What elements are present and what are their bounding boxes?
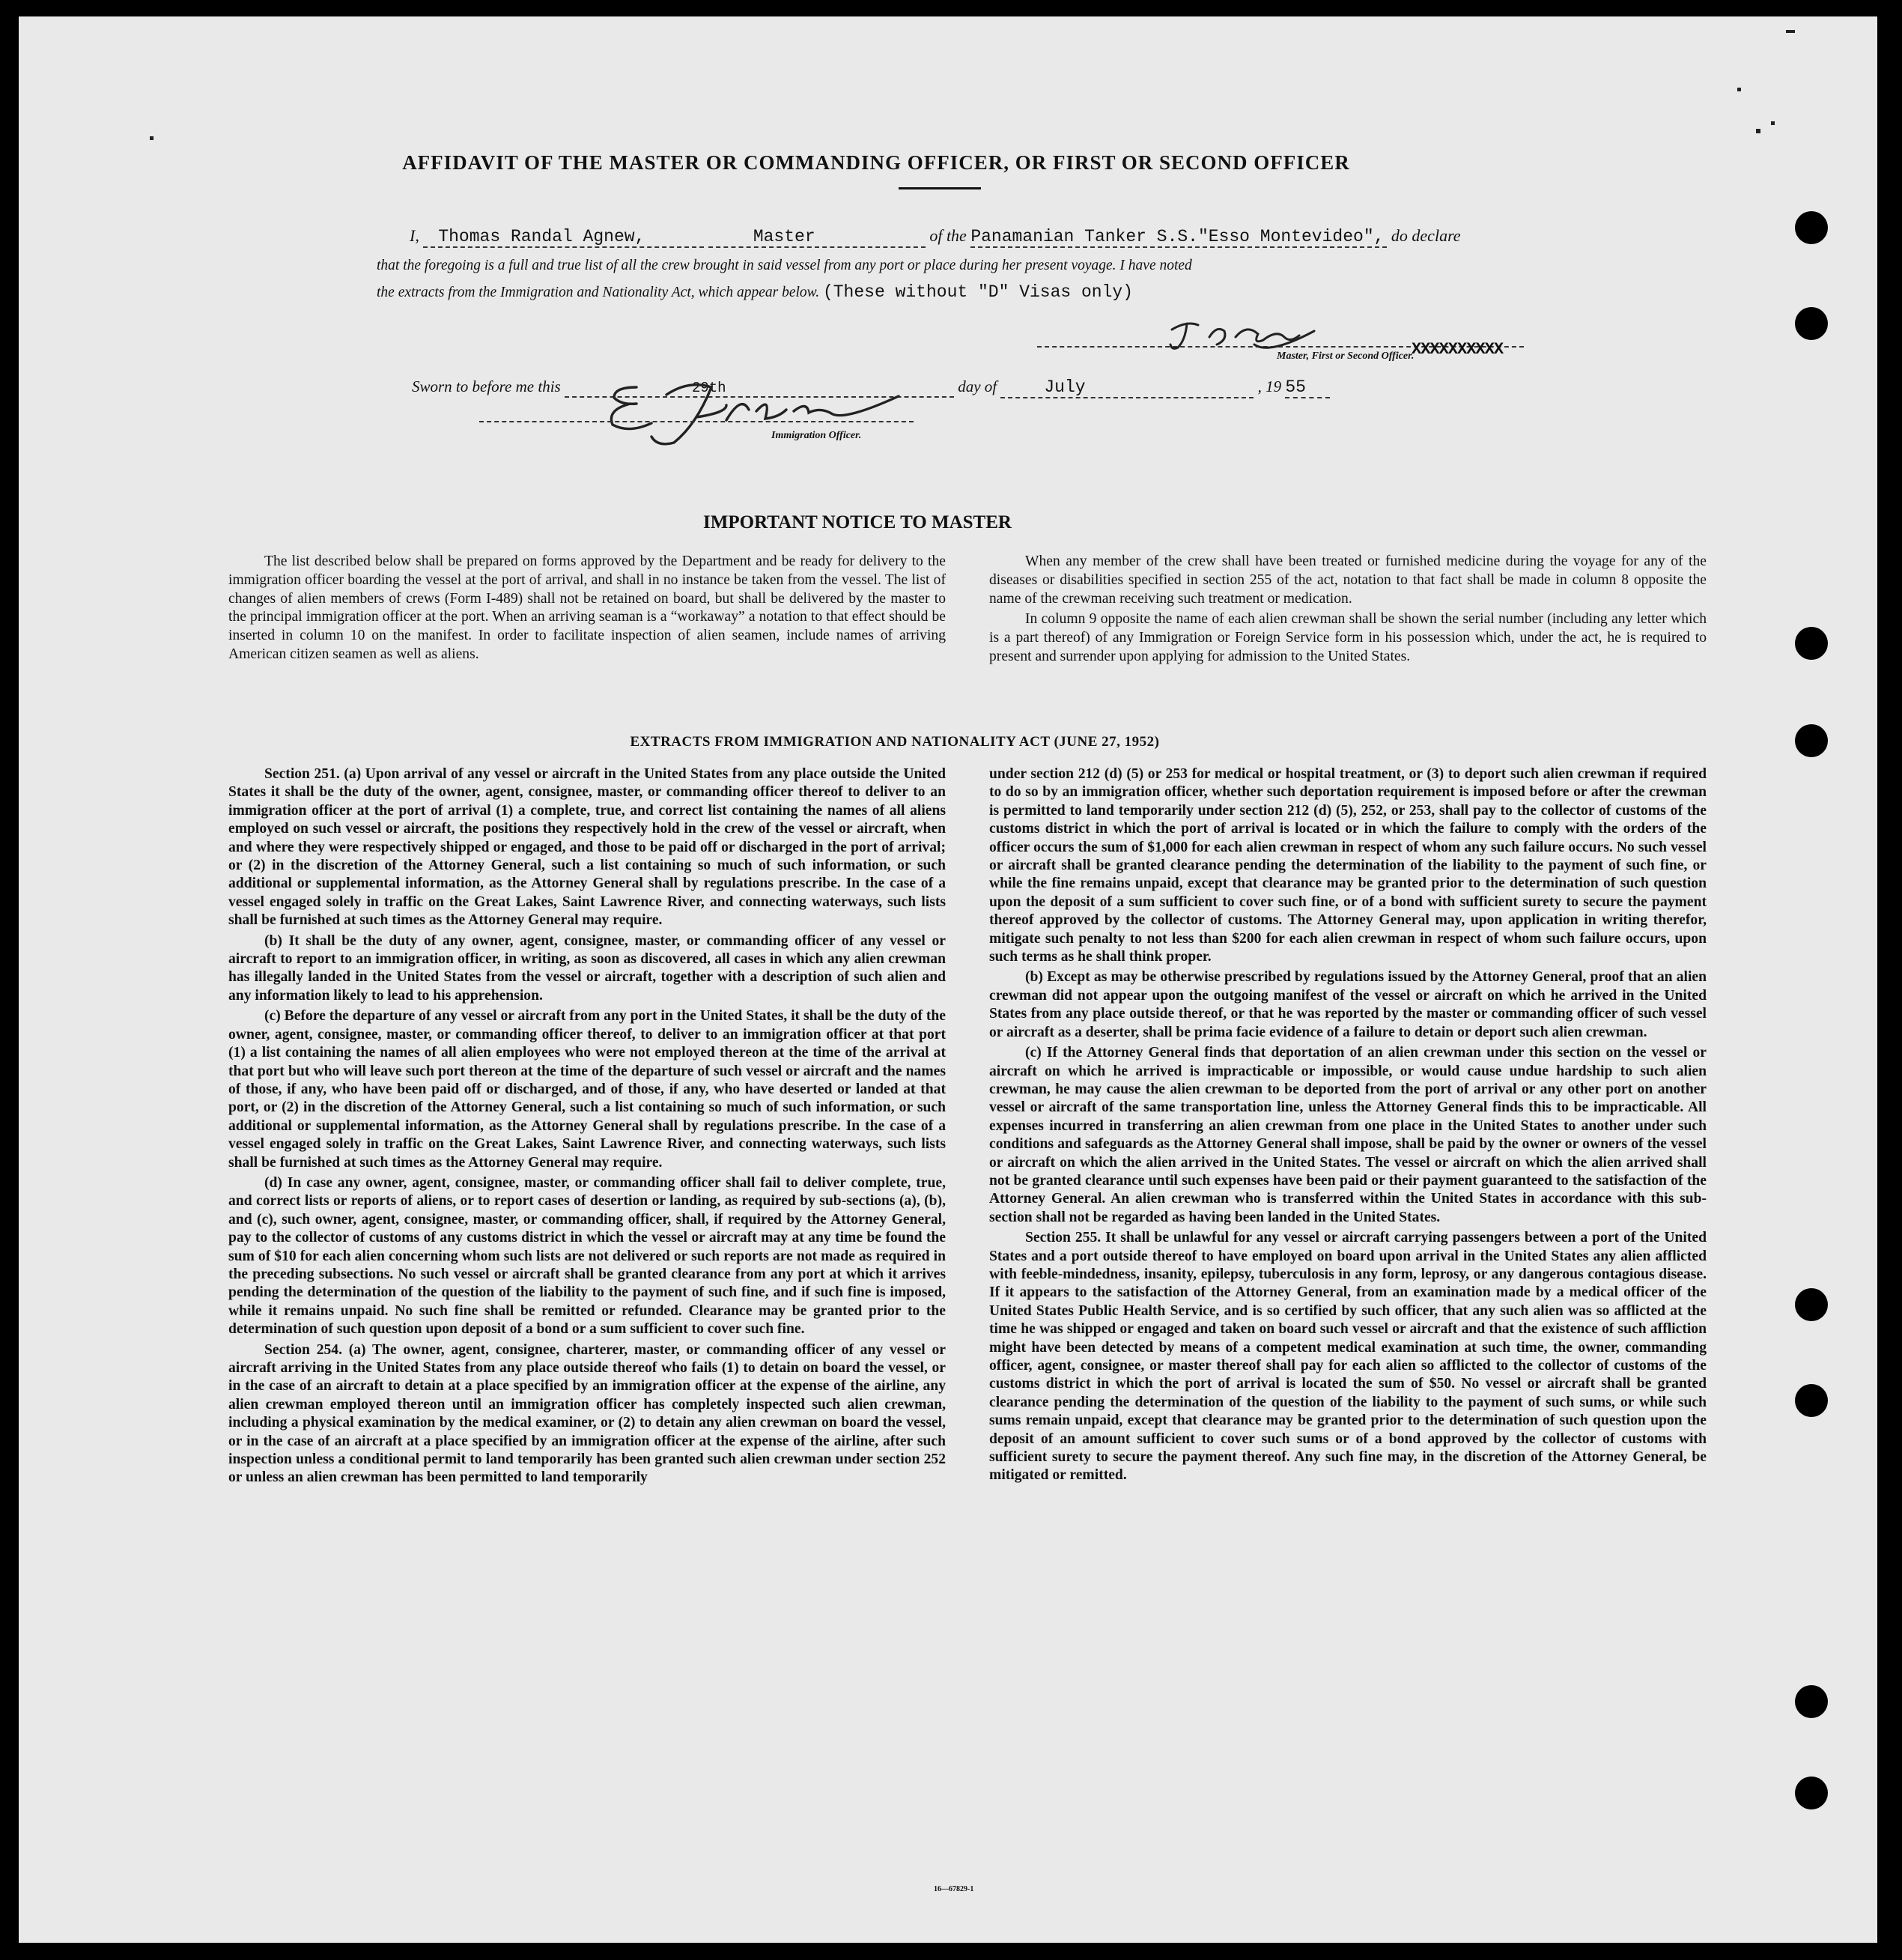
extracts-right-column <box>989 765 1707 1487</box>
sworn-month: July <box>1000 377 1254 398</box>
binder-hole <box>1795 211 1828 244</box>
master-strikeout: XXXXXXXXXX <box>1412 340 1504 359</box>
extract-paragraph: under section 212 (d) (5) or 253 for medical or hospital treatment, or (3) to deport such alien crewman if required to do so by an immigration officer, whether such deportation requirement is imposed before or after the crewman is permitted to land temporarily under section 212 (d) (5), 252, or 253, shall pay to the collector of customs of the customs district in which the port of arrival is located or in which the failure to comply with the orders of the officer occurs the sum of $1,000 for each alien crewman in respect of whom any such failure occurs. No such vessel or aircraft shall be granted clearance pending the determination of the liability to the payment of such fine, or while the fine remains unpaid, except that clearance may be granted prior to the determination of such question upon the deposit of a sum sufficient to cover such fine, or of a bond with sufficient surety to secure the payment thereof approved by the collector of customs. The Attorney General may, upon application in writing therefor, mitigate such penalty to not less than $200 for each alien crewman in respect of whom such failure occurs, upon such terms as he shall think proper. <box>989 766 1707 965</box>
title-rule <box>899 187 981 189</box>
ink-speck <box>1786 30 1795 33</box>
immigration-officer-signature <box>569 365 944 455</box>
binder-hole <box>1795 307 1828 340</box>
of-the-label: of the <box>929 226 967 245</box>
declarant-line <box>410 226 1461 248</box>
affidavit-title: AFFIDAVIT OF THE MASTER OR COMMANDING OFFICER, OR FIRST OR SECOND OFFICER <box>402 151 1350 174</box>
declaration-line-2 <box>377 282 1133 302</box>
immigration-officer-line <box>479 421 914 422</box>
ink-speck <box>1771 121 1775 125</box>
binder-hole <box>1795 1777 1828 1809</box>
extract-paragraph: (d) In case any owner, agent, consignee, master, or commanding officer shall fail to deliver complete, true, and correct lists or reports of aliens, or to report cases of desertion or landing, as required by sub-sections (a), (b), and (c), such owner, agent, consignee, master, or commanding officer, shall, if required by the Attorney General, pay to the collector of customs of any customs district in which the vessel or aircraft may at any time be found the sum of $10 for each alien concerning whom such lists are not delivered or such reports are not made as required in the preceding subsections. No such vessel or aircraft shall be granted clearance from any port at which it arrives pending the determination of the question of the liability to the payment of such fine, and if such fine is imposed, while it remains unpaid. No such fine shall be remitted or refunded. Clearance may be granted prior to the determination of such question upon deposit of a bond or a sum sufficient to cover such fine. <box>228 1174 946 1338</box>
do-declare: do declare <box>1391 226 1461 245</box>
extract-paragraph: Section 251. (a) Upon arrival of any vessel or aircraft in the United States from any place outside the United States it shall be the duty of the owner, agent, consignee, master, or commanding officer thereof to deliver to an immigration officer at the port of arrival (1) a complete, true, and correct list containing the names of all aliens employed on such vessel or aircraft, the positions they respectively hold in the crew of the vessel or aircraft, when and where they were respectively shipped or engaged, and those to be paid off or discharged in the port of arrival; or (2) in the discretion of the Attorney General, such a list containing so much of such information, or such additional or supplemental information, as the Attorney General shall by regulations prescribe. In the case of a vessel engaged solely in traffic on the Great Lakes, Saint Lawrence River, and connecting waterways, such lists shall be furnished at such times as the Attorney General may require. <box>228 766 946 929</box>
form-number: 16—67829-1 <box>934 1885 974 1893</box>
binder-hole <box>1795 724 1828 757</box>
year-prefix: , 19 <box>1257 377 1282 395</box>
notice-right-column <box>989 553 1707 669</box>
master-caption: Master, First or Second Officer. <box>1277 351 1415 362</box>
declarant-position: Master <box>708 227 926 248</box>
extract-paragraph: (c) If the Attorney General finds that deportation of an alien crewman under this section on the vessel or aircraft on which he arrived is impracticable or impossible, or would cause undue hardship to such alien crewman, he may cause the alien crewman to be deported from the port of arrival or any other port on another vessel or aircraft of the same transportation line, unless the Attorney General finds this to be impracticable. All expenses incurred in transferring an alien crewman from one place in the United States to another under such conditions and safeguards as the Attorney General shall impose, shall be paid by the owner or owners of the vessel or aircraft on which the alien arrived in the United States. The vessel or aircraft on which the alien arrived shall not be granted clearance until such expenses have been paid or their payment guaranteed to the satisfaction of the Attorney General. An alien crewman who is transferred within the United States in accordance with this sub-section shall not be regarded as having been landed in the United States. <box>989 1045 1707 1225</box>
ink-speck <box>1737 88 1741 91</box>
immigration-officer-caption: Immigration Officer. <box>771 430 862 441</box>
extract-paragraph: Section 254. (a) The owner, agent, consignee, charterer, master, or commanding officer of any vessel or aircraft arriving in the United States from any place outside thereof who fails (1) to detain on board the vessel, or in the case of an aircraft to detain at a place specified by an immigration officer at the expense of the airline, any alien crewman employed thereon until an immigration officer has completely inspected such alien crewman, including a physical examination by the medical examiner, or (2) to detain any alien crewman on board the vessel, or in the case of an aircraft at a place specified by an immigration officer at the expense of the airline, after such inspection unless a conditional permit to land temporarily has been granted such alien crewman under section 252 or unless an alien crewman has been permitted to land temporarily <box>228 1341 946 1486</box>
ink-speck <box>1756 129 1760 133</box>
ink-speck <box>150 136 154 140</box>
notice-left-column <box>228 553 946 667</box>
i-prefix: I, <box>410 226 419 245</box>
notice-paragraph: The list described below shall be prepared on forms approved by the Department and be ready for delivery to the immigration officer boarding the vessel at the port of arrival, and shall in no instance be taken from the vessel. The list of changes of alien members of crews (Form I-489) shall not be retained on board, but shall be delivered by the master to the principal immigration officer at the port. When an arriving seaman is a “workaway” a notation to that effect should be inserted in column 10 on the manifest. In order to facilitate inspection of alien seamen, include names of arriving American citizen seamen as well as aliens. <box>228 553 946 662</box>
notice-title: IMPORTANT NOTICE TO MASTER <box>703 512 1012 533</box>
sworn-prefix: Sworn to before me this <box>412 377 561 395</box>
document-page <box>19 16 1877 1943</box>
binder-hole <box>1795 1288 1828 1321</box>
extract-paragraph: Section 255. It shall be unlawful for any vessel or aircraft carrying passengers between a port of the United States and a port outside thereof to have employed on board upon arrival in the United States any alien afflicted with feeble-mindedness, insanity, epilepsy, tuberculosis in any form, leprosy, or any dangerous contagious disease. If it appears to the satisfaction of the Attorney General, from an examination made by a medical officer of the United States Public Health Service, and is so certified by such officer, that any such alien was so afflicted at the time he was shipped or engaged and taken on board such vessel or aircraft and that the existence of such affliction might have been detected by means of a competent medical examination at such time, the owner, commanding officer, agent, consignee, or master thereof shall pay for each alien so afflicted to the collector of customs of the customs district in which the port of arrival is located the sum of $50. No vessel or aircraft shall be granted clearance pending the determination of the question of the liability to the payment of such sums, or while such sums remain unpaid, except that clearance may be granted prior to the determination of such question upon the deposit of an amount sufficient to cover such sums or of a bond approved by the collector of customs with sufficient surety to secure the payment thereof. Any such fine may, in the discretion of the Attorney General, be mitigated or remitted. <box>989 1230 1707 1484</box>
notice-paragraph: When any member of the crew shall have been treated or furnished medicine during the voyage for any of the diseases or disabilities specified in section 255 of the act, notation to that fact shall be made in column 8 opposite the name of the crewman receiving such treatment or medication. <box>989 553 1707 607</box>
sworn-day: 29th <box>565 380 954 398</box>
extract-paragraph: (b) It shall be the duty of any owner, agent, consignee, master, or commanding officer of any vessel or aircraft to report to an immigration officer, in writing, as soon as discovered, all cases in which any alien crewman has illegally landed in the United States from the vessel or aircraft, together with a description of such alien and any information likely to lead to his apprehension. <box>228 932 946 1004</box>
declarant-name: Thomas Randal Agnew, <box>423 227 704 248</box>
extracts-title: EXTRACTS FROM IMMIGRATION AND NATIONALITY ACT (JUNE 27, 1952) <box>630 734 1160 750</box>
typed-note: (These without "D" Visas only) <box>822 282 1134 302</box>
declaration-text-1: that the foregoing is a full and true list of all the crew brought in said vessel from any port or place during her present voyage. I have noted <box>377 258 1192 273</box>
binder-hole <box>1795 1384 1828 1417</box>
extract-paragraph: (b) Except as may be otherwise prescribed by regulations issued by the Attorney General, proof that an alien crewman did not appear upon the outgoing manifest of the vessel or aircraft on which he arrived in the United States from any place outside thereof, or that he was reported by the master or commanding officer of such vessel or aircraft as a deserter, shall be prima facie evidence of a failure to detain or deport such alien crewman. <box>989 969 1707 1040</box>
declaration-text-2: the extracts from the Immigration and Nationality Act, which appear below. <box>377 285 820 300</box>
extracts-left-column <box>228 765 946 1490</box>
extract-paragraph: (c) Before the departure of any vessel or aircraft from any port in the United States, it shall be the duty of the owner, agent, consignee, master, or commanding officer thereof, to deliver to an immigration officer at that port (1) a list containing the names of all alien employees who were not employed thereon at the time of the arrival at that port but who will leave such port thereon at the time of the departure of such vessel or aircraft and the names of those, if any, who have been paid off or discharged, and of those, if any, who have deserted or landed at that port, or (2) in the discretion of the Attorney General, such a list containing so much of such information, or such additional or supplemental information, as the Attorney General shall by regulations prescribe. In the case of a vessel engaged solely in traffic on the Great Lakes, Saint Lawrence River, and connecting waterways, such lists shall be furnished at such times as the Attorney General may require. <box>228 1008 946 1171</box>
sworn-year: 55 <box>1285 377 1330 398</box>
vessel-name: Panamanian Tanker S.S."Esso Montevideo", <box>970 227 1387 248</box>
binder-hole <box>1795 627 1828 660</box>
notice-paragraph: In column 9 opposite the name of each alien crewman shall be shown the serial number (including any letter which is a part thereof) of any Immigration or Foreign Service form in his possession which, under the act, he is required to present and surrender upon applying for admission to the United States. <box>989 611 1707 664</box>
day-of-label: day of <box>958 377 997 395</box>
binder-hole <box>1795 1685 1828 1718</box>
